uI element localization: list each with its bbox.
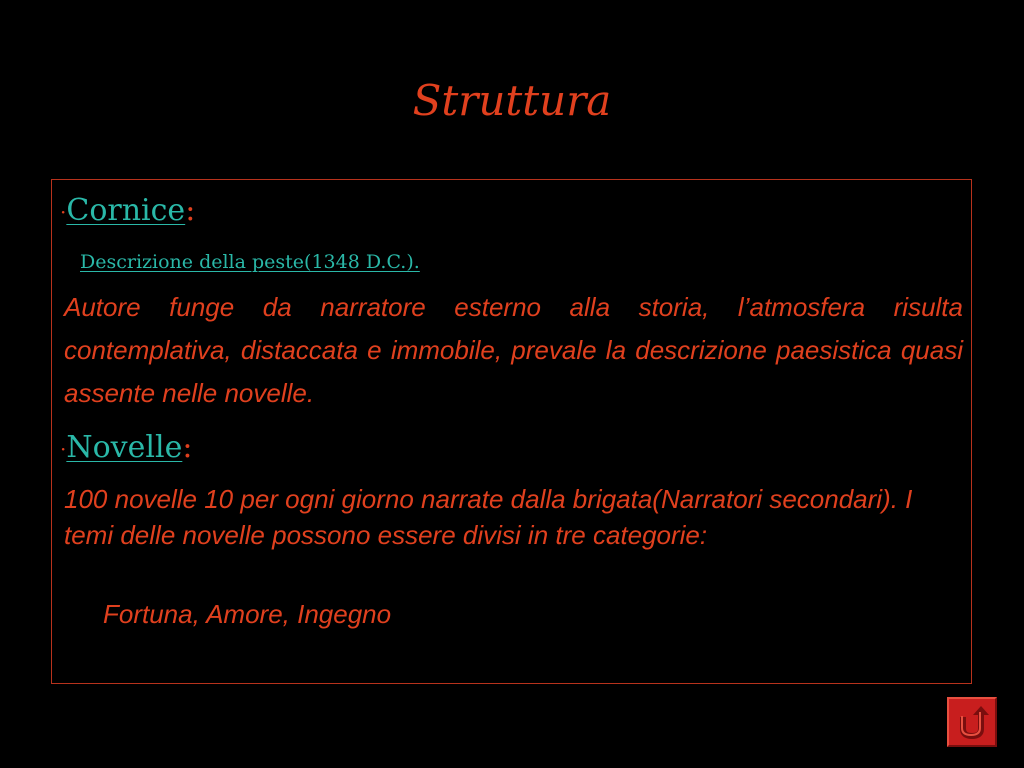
novelle-heading	[60, 430, 192, 467]
novelle-description: 100 novelle 10 per ogni giorno narrate dalla brigata(Narratori secondari). I temi delle novelle possono essere divisi in tre categorie:	[64, 484, 913, 550]
return-button[interactable]	[947, 697, 997, 747]
peste-description-link[interactable]: Descrizione della peste(1348 D.C.).	[80, 251, 420, 273]
cornice-description: Autore funge da narratore esterno alla storia, l’atmosfera risulta contemplativa, distaccata e immobile, prevale la descrizione paesistica quasi assente nelle novelle.	[64, 292, 963, 408]
bullet: ·	[60, 437, 67, 461]
bullet: ·	[60, 200, 67, 224]
slide-title: Struttura	[412, 76, 612, 125]
novelle-link[interactable]: Novelle	[66, 430, 183, 465]
colon: :	[182, 430, 193, 465]
novelle-categories: Fortuna, Amore, Ingegno	[103, 599, 392, 629]
colon: :	[185, 193, 196, 228]
cornice-link[interactable]: Cornice	[66, 193, 186, 228]
cornice-heading	[60, 193, 195, 230]
return-arrow-icon	[953, 703, 991, 741]
